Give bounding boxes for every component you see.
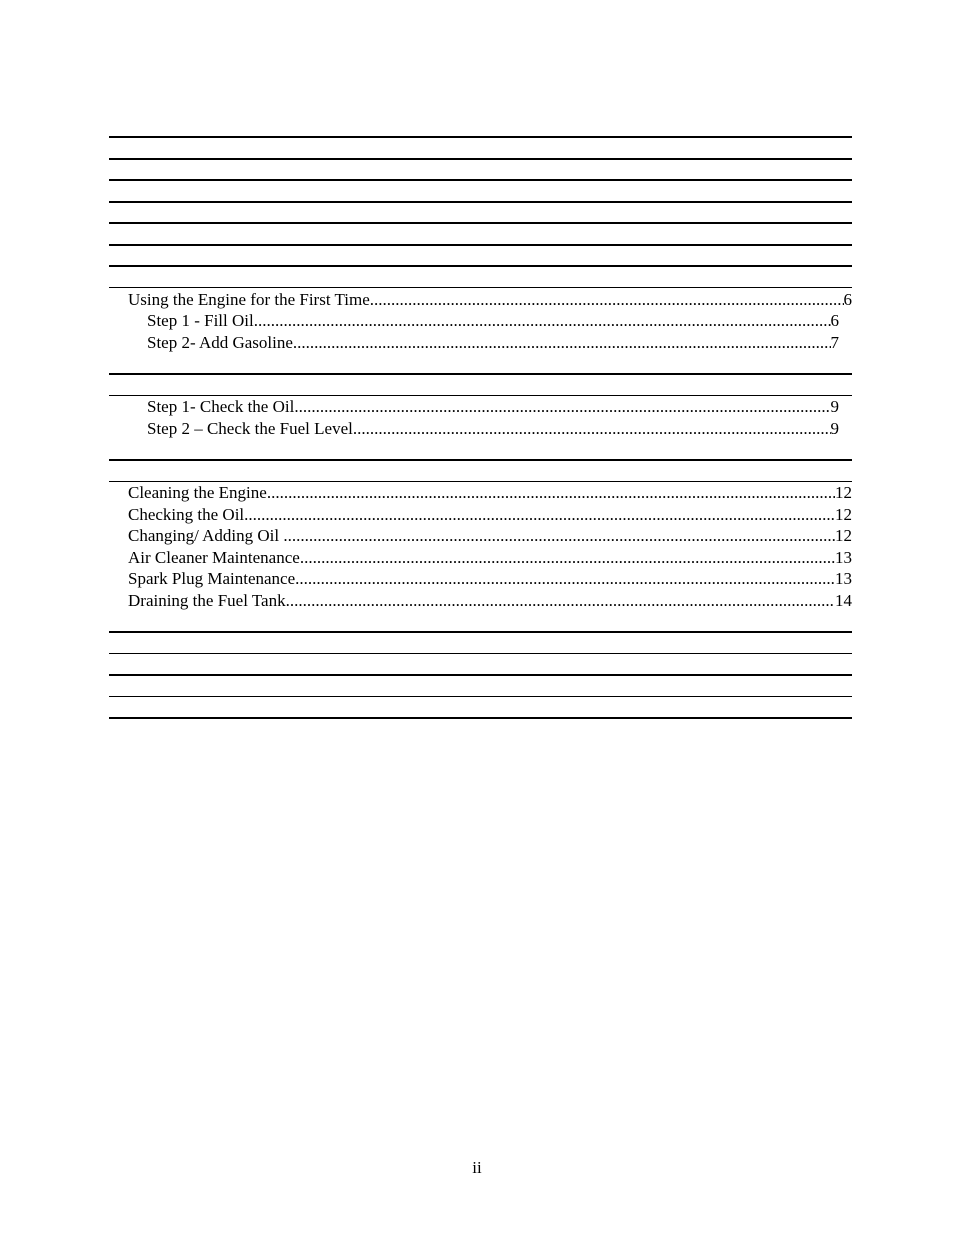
toc-heading-rule-8 [109, 287, 852, 288]
toc-dot-leader [293, 332, 831, 354]
toc-entry-page: 6 [830, 311, 839, 330]
toc-entry-page: 13 [835, 569, 852, 588]
toc-entry-page: 9 [830, 397, 839, 416]
toc-heading-rule-5 [109, 222, 852, 224]
toc-heading-rule-1 [109, 136, 852, 138]
toc-entry[interactable] [128, 504, 852, 526]
toc-heading-rule-11 [109, 459, 852, 461]
toc-heading-rule-15 [109, 674, 852, 676]
toc-entry[interactable] [147, 396, 839, 418]
toc-entry-page: 6 [843, 290, 852, 309]
toc-dot-leader [370, 289, 844, 311]
toc-entry-title: Checking the Oil [128, 505, 245, 524]
toc-dot-leader [267, 482, 835, 504]
toc-dot-leader [353, 418, 831, 440]
toc-dot-leader [295, 568, 835, 590]
toc-entry-page: 12 [835, 483, 852, 502]
toc-entry-title: Cleaning the Engine [128, 483, 267, 502]
toc-dot-leader [286, 590, 835, 612]
toc-entry-page: 12 [835, 526, 852, 545]
toc-dot-leader [294, 396, 830, 418]
toc-heading-rule-7 [109, 265, 852, 267]
toc-entry[interactable] [147, 332, 839, 354]
toc-dot-leader [254, 310, 831, 332]
toc-entry[interactable] [128, 547, 852, 569]
toc-entry-page: 14 [835, 591, 852, 610]
toc-heading-rule-14 [109, 653, 852, 654]
toc-entry[interactable] [147, 418, 839, 440]
toc-entry-title: Changing/ Adding Oil [128, 526, 284, 545]
toc-entry-title: Draining the Fuel Tank [128, 591, 286, 610]
toc-entry-title: Step 2- Add Gasoline [147, 333, 293, 352]
toc-entry[interactable] [128, 482, 852, 504]
toc-dot-leader [244, 504, 835, 526]
toc-heading-rule-9 [109, 373, 852, 375]
toc-heading-rule-16 [109, 696, 852, 697]
toc-heading-rule-6 [109, 244, 852, 246]
toc-entry-page: 9 [830, 419, 839, 438]
toc-entry-title: Step 2 – Check the Fuel Level [147, 419, 353, 438]
toc-heading-rule-13 [109, 631, 852, 633]
toc-entry[interactable] [128, 568, 852, 590]
toc-entry-title: Air Cleaner Maintenance [128, 548, 300, 567]
toc-dot-leader [300, 547, 835, 569]
toc-entry[interactable] [128, 525, 852, 547]
toc-dot-leader [283, 525, 835, 547]
toc-heading-rule-3 [109, 179, 852, 181]
toc-entry-page: 13 [835, 548, 852, 567]
toc-entry[interactable] [147, 310, 839, 332]
toc-entry[interactable] [128, 289, 852, 311]
toc-entry[interactable] [128, 590, 852, 612]
toc-heading-rule-4 [109, 201, 852, 203]
toc-entry-title: Step 1 - Fill Oil [147, 311, 254, 330]
toc-entry-title: Spark Plug Maintenance [128, 569, 296, 588]
toc-heading-rule-2 [109, 158, 852, 160]
page-number: ii [472, 1158, 482, 1177]
toc-entry-title: Step 1- Check the Oil [147, 397, 295, 416]
toc-entry-page: 12 [835, 505, 852, 524]
toc-entry-title: Using the Engine for the First Time [128, 290, 370, 309]
toc-heading-rule-17 [109, 717, 852, 719]
toc-entry-page: 7 [830, 333, 839, 352]
